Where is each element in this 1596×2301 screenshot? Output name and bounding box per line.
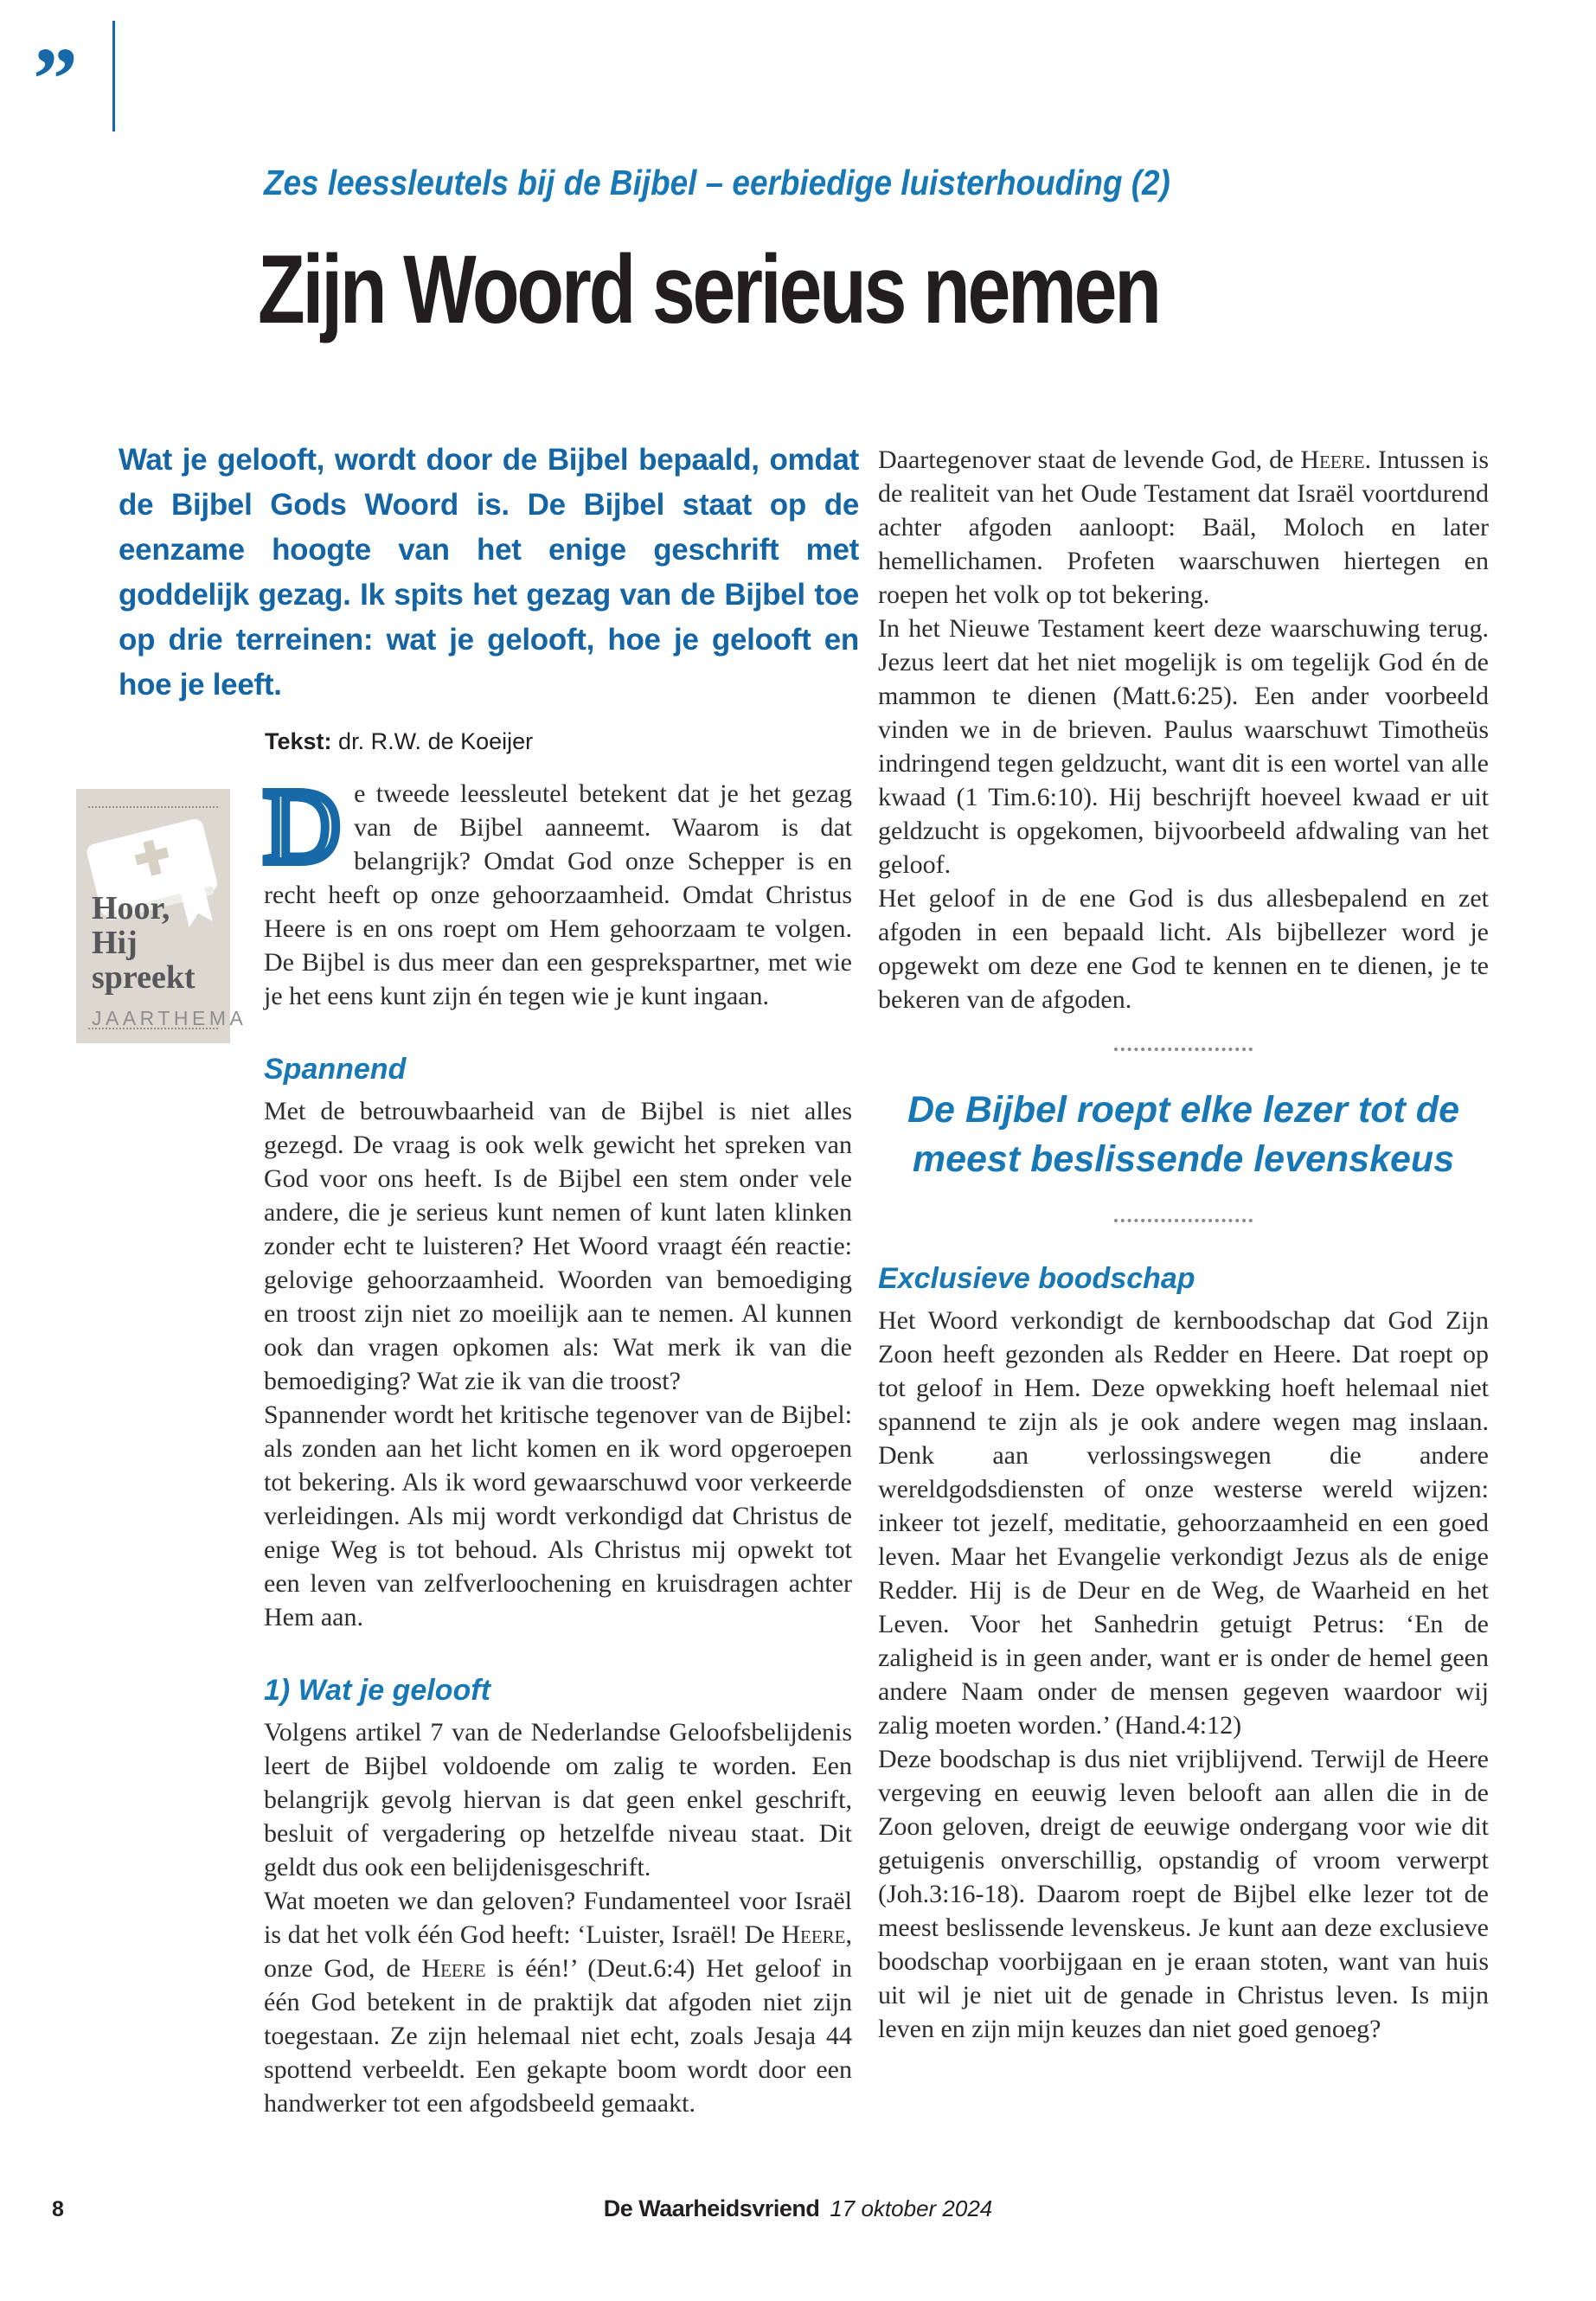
section-heading-spannend: Spannend — [264, 1053, 407, 1086]
page-number: 8 — [52, 2197, 64, 2221]
right-column — [878, 443, 1489, 2046]
quote-icon: ” — [33, 29, 78, 129]
byline — [265, 728, 533, 755]
body-paragraph: Daartegenover staat de levende God, de Heere. Intussen is de realiteit van het Oude Testament dat Israël voortdurend achter afgoden aanloopt: Baäl, Moloch en later hemellichamen. Profeten waarschuwen hiertegen en roepen het volk op tot bekering. — [878, 445, 1489, 609]
opening-text: e tweede leessleutel betekent dat je het gezag van de Bijbel aanneemt. Waarom is dat belangrijk? Omdat God onze Schepper is en recht heeft op onze gehoorzaamheid. Omdat Christus Heere is en ons roept om Hem gehoorzaam te volgen. De Bijbel is dus meer dan een gesprekspartner, met wie je het eens kunt zijn én tegen wie je kunt ingaan. — [264, 779, 852, 1010]
body-paragraph: Met de betrouwbaarheid van de Bijbel is niet alles gezegd. De vraag is ook welk gewicht het spreken van God voor ons heeft. Is de Bijbel een stem onder vele andere, die je serieus kunt nemen of kunt laten klinken zonder echt te luisteren? Het Woord vraagt één reactie: gelovige gehoorzaamheid. Woorden van bemoediging en troost zijn niet zo moeilijk aan te nemen. Al kunnen ook dan vragen opkomen als: Wat merk ik van die bemoediging? Wat zie ik van die troost? — [264, 1097, 852, 1395]
jaarthema-badge — [76, 789, 247, 1043]
pullquote-text: De Bijbel roept elke lezer tot de meest beslissende levenskeus — [907, 1089, 1459, 1180]
dropcap-letter: D — [264, 768, 341, 885]
pull-quote — [878, 1048, 1489, 1222]
section-heading-wat-je-gelooft: 1) Wat je gelooft — [264, 1674, 490, 1707]
badge-line1: Hoor, — [92, 890, 170, 926]
opening-paragraph — [264, 768, 852, 1013]
section-heading-exclusieve-boodschap: Exclusieve boodschap — [878, 1262, 1195, 1295]
article-title: Zijn Woord serieus nemen — [258, 235, 1159, 343]
issue-date: 17 oktober 2024 — [830, 2195, 993, 2221]
body-paragraph: Spannender wordt het kritische tegenover van de Bijbel: als zonden aan het licht komen en ik word opgeroepen tot bekering. Als ik word gewaarschuwd voor verkeerde verleidingen. Als mij wordt verkondigd dat Christus de enige Weg is tot behoud. Als Christus mij opwekt tot een leven van zelfverloochening en kruisdragen achter Hem aan. — [264, 1400, 852, 1631]
body-paragraph: Deze boodschap is dus niet vrijblijvend. Terwijl de Heere vergeving en eeuwig leven belooft aan allen die in de Zoon geloven, dreigt de eeuwige ondergang voor wie dit getuigenis onverschillig, opstandig of vroom verwerpt (Joh.3:16-18). Daarom roept de Bijbel elke lezer tot de meest beslissende levenskeus. Je kunt aan deze exclusieve boodschap voorbijgaan en je eraan stoten, want van huis uit wil je niet uit de genade in Christus leven. Is mijn leven en zijn mijn keuzes dan niet goed genoeg? — [878, 1745, 1489, 2043]
body-paragraph: Het Woord verkondigt de kernboodschap dat God Zijn Zoon heeft gezonden als Redder en Heere. Dat roept op tot geloof in Hem. Deze opwekking hoeft helemaal niet spannend te zijn als je ook andere wegen mag inslaan. Denk aan verlossingswegen die andere wereldgodsdiensten of onze westerse wereld wijzen: inkeer tot jezelf, meditatie, gehoorzaamheid en een goed leven. Maar het Evangelie verkondigt Jezus als de enige Redder. Hij is de Deur en de Weg, de Waarheid en het Leven. Voor het Sanhedrin getuigt Petrus: ‘En de zaligheid is in geen ander, want er is onder de hemel geen andere Naam onder de mensen gegeven waardoor wij zalig moeten worden.’ (Hand.4:12) — [878, 1306, 1489, 1740]
body-paragraph: Wat moeten we dan geloven? Fundamenteel voor Israël is dat het volk één God heeft: ‘Luister, Israël! De Heere, onze God, de Heere is één!’ (Deut.6:4) Het geloof in één God betekent in de praktijk dat afgoden niet zijn toegestaan. Ze zijn helemaal niet echt, zoals Jesaja 44 spottend verbeeldt. Een gekapte boom wordt door een handwerker tot een afgodsbeeld gemaakt. — [264, 1887, 852, 2118]
badge-subline: JAARTHEMA — [92, 1007, 247, 1029]
accent-rule — [112, 21, 115, 131]
article-kicker: Zes leessleutels bij de Bijbel – eerbiedige luisterhouding (2) — [264, 163, 1170, 202]
badge-text — [92, 891, 247, 1035]
byline-author: dr. R.W. de Koeijer — [338, 728, 534, 754]
left-column — [264, 768, 852, 2120]
pullquote-dotted-rule-top — [1114, 1048, 1253, 1051]
body-paragraph: In het Nieuwe Testament keert deze waarschuwing terug. Jezus leert dat het niet mogelijk is om tegelijk God én de mammon te dienen (Matt.6:25). Een ander voorbeeld vinden we in de brieven. Paulus waarschuwt Timotheüs indringend tegen geldzucht, want dit is een wortel van alle kwaad (1 Tim.6:10). Hij beschrijft hoeveel kwaad er uit geldzucht is opgekomen, bijvoorbeeld afdwaling van het geloof. — [878, 614, 1489, 879]
badge-line3: spreekt — [92, 959, 195, 996]
article-intro: Wat je gelooft, wordt door de Bijbel bepaald, omdat de Bijbel Gods Woord is. De Bijbel staat op de eenzame hoogte van het enige geschrift met goddelijk gezag. Ik spits het gezag van de Bijbel toe op drie terreinen: wat je gelooft, hoe je gelooft en hoe je leeft. — [119, 443, 859, 702]
badge-line2: Hij — [92, 925, 138, 961]
body-paragraph: Volgens artikel 7 van de Nederlandse Geloofsbelijdenis leert de Bijbel voldoende om zalig te worden. Een belangrijk gevolg hiervan is dat geen enkel geschrift, besluit of vergadering op hetzelfde niveau staat. Dit geldt dus ook een belijdenisgeschrift. — [264, 1718, 852, 1881]
footer — [0, 2195, 1596, 2222]
journal-name: De Waarheidsvriend — [603, 2195, 820, 2221]
byline-label: Tekst: — [265, 728, 332, 754]
pullquote-dotted-rule-bottom — [1114, 1219, 1253, 1222]
badge-dotted-rule-top — [88, 806, 218, 808]
body-paragraph: Het geloof in de ene God is dus allesbepalend en zet afgoden in een bepaald licht. Als bijbellezer word je opgewekt om deze ene God te kennen en te dienen, je te bekeren van de afgoden. — [878, 884, 1489, 1014]
